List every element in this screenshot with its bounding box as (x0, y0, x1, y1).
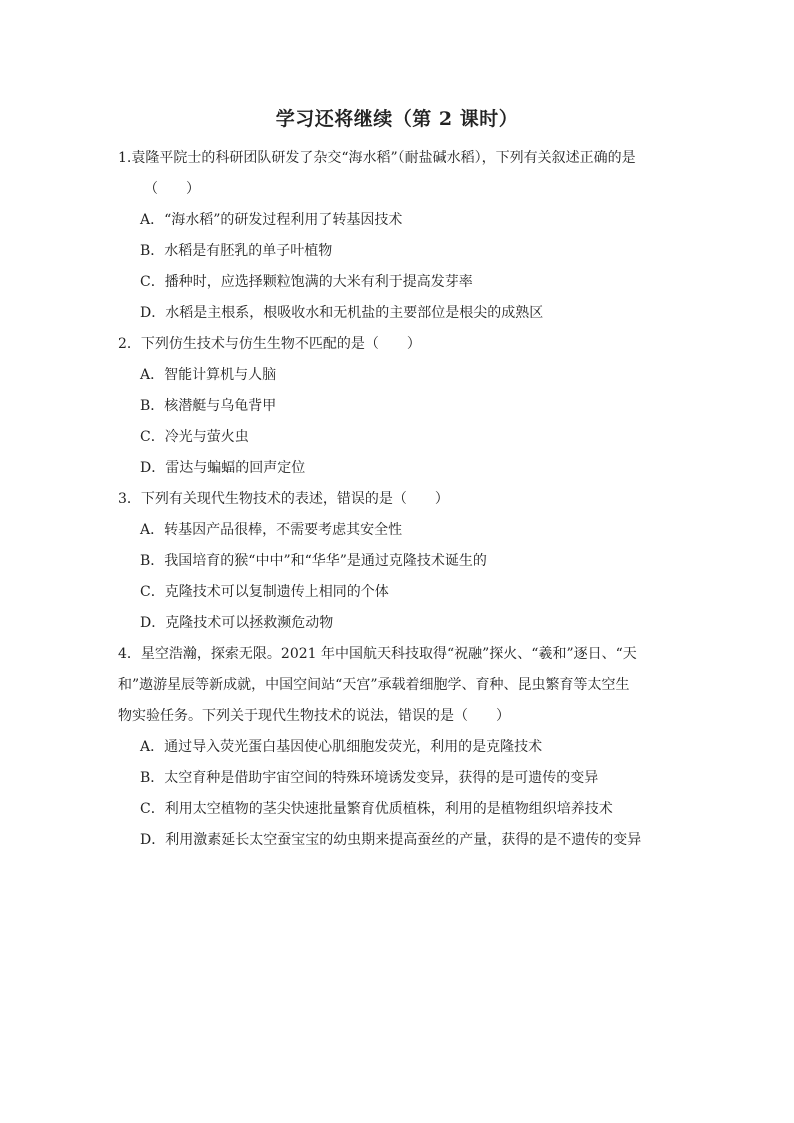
question-stem-line: 2．下列仿生技术与仿生生物不匹配的是（ ） (118, 336, 421, 352)
option-c: C．克隆技术可以复制遗传上相同的个体 (140, 584, 389, 600)
option-a: A．转基因产品很棒，不需要考虑其安全性 (140, 522, 403, 538)
question-stem-line: 4．星空浩瀚，探索无限。2021 年中国航天科技取得“祝融”探火、“羲和”逐日、“天 (118, 646, 637, 662)
question-stem (118, 484, 688, 515)
option-c: C．播种时，应选择颗粒饱满的大米有利于提高发芽率 (140, 274, 473, 290)
option-b: B．太空育种是借助宇宙空间的特殊环境诱发变异，获得的是可遗传的变异 (140, 770, 599, 786)
question-stem (118, 639, 688, 732)
option-c: C．利用太空植物的茎尖快速批量繁育优质植株，利用的是植物组织培养技术 (140, 801, 613, 817)
option-d: D．水稻是主根系，根吸收水和无机盐的主要部位是根尖的成熟区 (140, 305, 544, 321)
question-3 (118, 484, 688, 639)
option-d: D．克隆技术可以拯救濒危动物 (140, 615, 334, 631)
question-stem (118, 329, 688, 360)
question-2 (118, 329, 688, 484)
option-d: D．雷达与蝙蝠的回声定位 (140, 460, 306, 476)
option-a: A．智能计算机与人脑 (140, 367, 277, 383)
question-list (118, 143, 688, 856)
question-stem (118, 143, 688, 205)
question-1 (118, 143, 688, 329)
option-c: C．冷光与萤火虫 (140, 429, 249, 445)
option-a: A．通过导入荧光蛋白基因使心肌细胞发荧光，利用的是克隆技术 (140, 739, 543, 755)
question-stem-line: 3．下列有关现代生物技术的表述，错误的是（ ） (118, 491, 449, 507)
option-b: B．水稻是有胚乳的单子叶植物 (140, 243, 333, 259)
question-4 (118, 639, 688, 856)
answer-blank: （ ） (144, 181, 200, 197)
option-b: B．核潜艇与乌龟背甲 (140, 398, 277, 414)
question-stem-line: 和”遨游星辰等新成就，中国空间站“天宫”承载着细胞学、育种、昆虫繁育等太空生 (118, 677, 630, 693)
option-b: B．我国培育的猴“中中”和“华华”是通过克隆技术诞生的 (140, 553, 487, 569)
option-a: A．“海水稻”的研发过程利用了转基因技术 (140, 212, 403, 228)
question-stem-line: 物实验任务。下列关于现代生物技术的说法，错误的是（ ） (118, 708, 510, 724)
option-d: D．利用激素延长太空蚕宝宝的幼虫期来提高蚕丝的产量，获得的是不遗传的变异 (140, 832, 642, 848)
page-title: 学习还将继续（第 2 课时） (275, 108, 519, 130)
question-stem-line: 1.袁隆平院士的科研团队研发了杂交“海水稻”（耐盐碱水稻），下列有关叙述正确的是 (118, 150, 636, 166)
